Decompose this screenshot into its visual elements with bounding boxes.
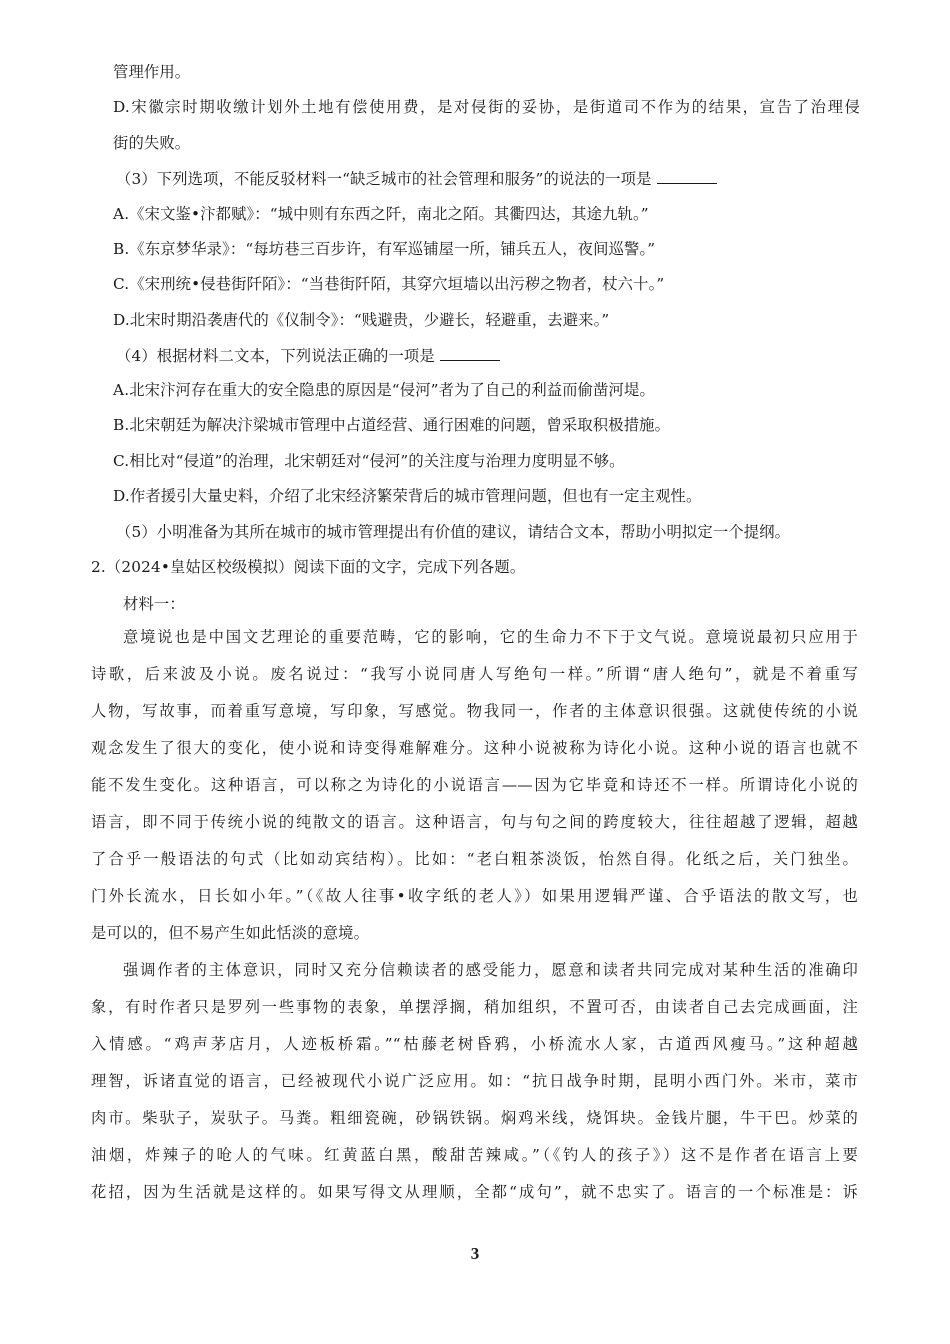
option-b: B.《东京梦华录》：“每坊巷三百步许，有军巡铺屋一所，铺兵五人，夜间巡警。” bbox=[113, 240, 656, 258]
paragraph-line: 意境说也是中国文艺理论的重要范畴，它的影响，它的生命力不下于文气说。意境说最初只应用于 bbox=[123, 628, 858, 646]
paragraph-line: 能不发生变化。这种语言，可以称之为诗化的小说语言——因为它毕竟和诗还不一样。所谓诗化小说的 bbox=[91, 776, 858, 794]
option-c: C.相比对“侵道”的治理，北宋朝廷对“侵河”的关注度与治理力度明显不够。 bbox=[113, 452, 625, 470]
option-a: A.《宋文鉴•汴都赋》：“城中则有东西之阡，南北之陌。其衢四达，其途九轨。” bbox=[113, 205, 649, 223]
paragraph-line: 了合乎一般语法的句式（比如动宾结构）。比如：“老白粗茶淡饭，怡然自得。化纸之后，关门独坐。 bbox=[91, 850, 858, 868]
paragraph-line: 油烟，炸辣子的呛人的气味。红黄蓝白黑，酸甜苦辣咸。”（《钓人的孩子》）这不是作者在语言上要 bbox=[91, 1146, 858, 1164]
option-d: D.作者援引大量史料，介绍了北宋经济繁荣背后的城市管理问题，但也有一定主观性。 bbox=[113, 487, 702, 505]
paragraph-line: 人物，写故事，而着重写意境，写印象，写感觉。物我同一，作者的主体意识很强。这就使传统的小说 bbox=[91, 702, 858, 720]
option-b: B.北宋朝廷为解决汴梁城市管理中占道经营、通行困难的问题，曾采取积极措施。 bbox=[113, 416, 671, 434]
question-3 bbox=[116, 169, 717, 189]
paragraph-line: 诗歌，后来波及小说。废名说过：“我写小说同唐人写绝句一样。”所谓“唐人绝句”，就是不着重写 bbox=[91, 665, 858, 683]
option-d: D.北宋时期沿袭唐代的《仪制令》：“贱避贵，少避长，轻避重，去避来。” bbox=[113, 311, 610, 329]
paragraph-line: 入情感。“鸡声茅店月，人迹板桥霜。”“枯藤老树昏鸦，小桥流水人家，古道西风瘦马。”这种超越 bbox=[91, 1035, 858, 1053]
paragraph-line: 门外长流水，日长如小年。”（《故人往事•收字纸的老人》）如果用逻辑严谨、合乎语法的散文写，也 bbox=[91, 887, 858, 905]
paragraph-line: 是可以的，但不易产生如此恬淡的意境。 bbox=[91, 924, 370, 942]
option-c: C.《宋刑统•侵巷街阡陌》：“当巷街阡陌，其穿穴垣墙以出污秽之物者，杖六十。” bbox=[113, 275, 665, 293]
question-4-text: （4）根据材料二文本，下列说法正确的一项是 bbox=[116, 347, 440, 365]
option-d-line-1: D.宋徽宗时期收缴计划外土地有偿使用费，是对侵街的妥协，是街道司不作为的结果，宣告了治理侵 bbox=[113, 98, 860, 116]
material-label: 材料一： bbox=[123, 595, 185, 613]
paragraph-line: 观念发生了很大的变化，使小说和诗变得难解难分。这种小说被称为诗化小说。这种小说的语言也就不 bbox=[91, 739, 858, 757]
answer-blank[interactable] bbox=[657, 170, 717, 184]
question-4 bbox=[116, 346, 500, 366]
question-2-heading: 2.（2024•皇姑区校级模拟）阅读下面的文字，完成下列各题。 bbox=[91, 558, 526, 576]
answer-blank[interactable] bbox=[440, 347, 500, 361]
paragraph-line: 花招，因为生活就是这样的。如果写得文从理顺，全都“成句”，就不忠实了。语言的一个标准是：诉 bbox=[91, 1183, 858, 1201]
question-5: （5）小明准备为其所在城市的城市管理提出有价值的建议，请结合文本，帮助小明拟定一个提纲。 bbox=[116, 523, 791, 541]
text-line: 街的失败。 bbox=[113, 134, 191, 152]
paragraph-line: 语言，即不同于传统小说的纯散文的语言。这种语言，句与句之间的跨度较大，往往超越了逻辑，超越 bbox=[91, 813, 858, 831]
paragraph-line: 肉市。柴驮子，炭驮子。马粪。粗细瓷碗，砂锅铁锅。焖鸡米线，烧饵块。金钱片腿，牛干巴。炒菜的 bbox=[91, 1109, 858, 1127]
paragraph-line: 理智，诉诸直觉的语言，已经被现代小说广泛应用。如：“抗日战争时期，昆明小西门外。米市，菜市 bbox=[91, 1072, 858, 1090]
option-a: A.北宋汴河存在重大的安全隐患的原因是“侵河”者为了自己的利益而偷凿河堤。 bbox=[113, 381, 655, 399]
text-line: 管理作用。 bbox=[113, 63, 191, 81]
question-3-text: （3）下列选项，不能反驳材料一“缺乏城市的社会管理和服务”的说法的一项是 bbox=[116, 170, 657, 188]
paragraph-line: 强调作者的主体意识，同时又充分信赖读者的感受能力，愿意和读者共同完成对某种生活的准确印 bbox=[123, 961, 858, 979]
paragraph-line: 象，有时作者只是罗列一些事物的表象，单摆浮搁，稍加组织，不置可否，由读者自己去完成画面，注 bbox=[91, 998, 858, 1016]
page-number: 3 bbox=[470, 1244, 480, 1263]
